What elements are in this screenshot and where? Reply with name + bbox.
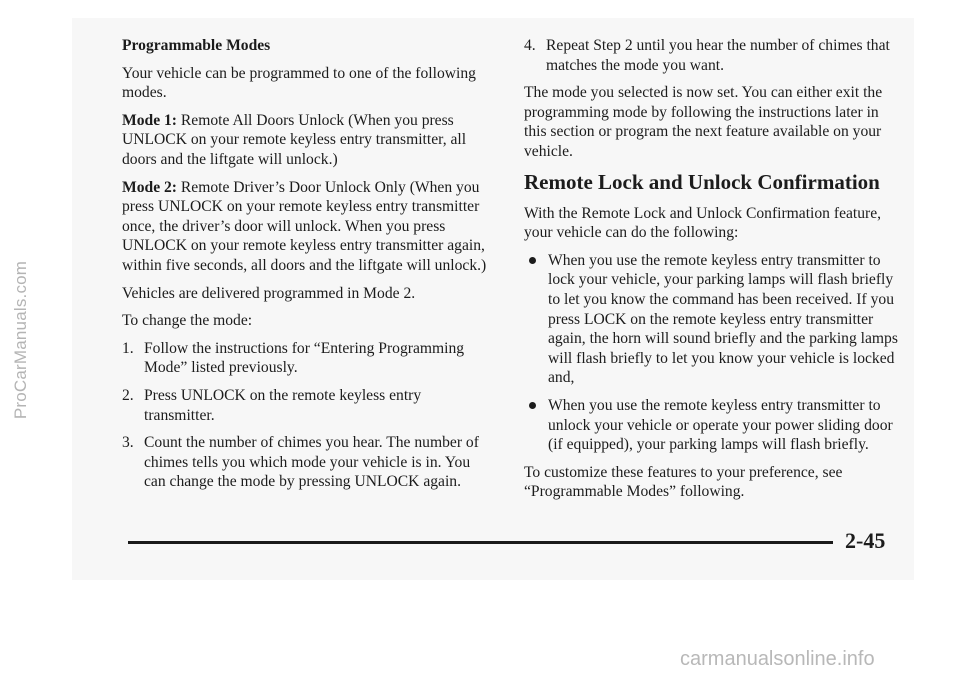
change-intro: To change the mode: (122, 312, 253, 330)
footer-rule (128, 541, 833, 544)
step-number: 2. (122, 386, 134, 404)
bullet-item (524, 251, 902, 388)
step-number: 4. (524, 37, 536, 54)
step-item (122, 339, 494, 378)
bullet-text: When you use the remote keyless entry transmitter to lock your vehicle, your parking lamps will flash briefly to let you know the command has been received. If you press LOCK on the remote keyless entry transmitter again, the horn will sound briefly and the parking lamps will flash briefly to let you know your vehicle is locked and, (548, 251, 898, 387)
step-item (122, 433, 494, 492)
bullet-text: When you use the remote keyless entry transmitter to unlock your vehicle or operate your power sliding door (if equipped), your parking lamps will flash briefly. (548, 396, 893, 454)
bottom-watermark: carmanualsonline.info (680, 648, 875, 670)
bullet-icon (529, 257, 536, 264)
step-item (524, 36, 902, 75)
mode-set-paragraph: The mode you selected is now set. You can either exit the programming mode by following the instructions later in this section or program the next feature available on your vehicle. (524, 84, 883, 160)
intro-paragraph: Your vehicle can be programmed to one of the following modes. (122, 64, 476, 102)
step-text: Follow the instructions for “Entering Programming Mode” listed previously. (144, 339, 465, 377)
programmable-modes-heading: Programmable Modes (122, 37, 271, 54)
step-text: Repeat Step 2 until you hear the number of chimes that matches the mode you want. (546, 37, 890, 74)
bullet-item (524, 396, 902, 455)
left-column (122, 36, 494, 500)
page-number: 2-45 (845, 528, 886, 553)
customize-paragraph: To customize these features to your preference, see “Programmable Modes” following. (524, 463, 843, 501)
step-number: 1. (122, 339, 134, 357)
step-text: Count the number of chimes you hear. The number of chimes tells you which mode your vehicle is in. You can change the mode by pressing UNLOCK again. (144, 434, 479, 491)
mode1-label: Mode 1: (122, 111, 177, 129)
mode2-label: Mode 2: (122, 178, 177, 196)
mode2-text: Remote Driver’s Door Unlock Only (When you press UNLOCK on your remote keyless entry transmitter once, the driver’s door will unlock. When you press UNLOCK on your remote keyless entry transmitter again, within five seconds, all doors and the liftgate will unlock.) (122, 178, 487, 274)
side-watermark (6, 30, 36, 650)
step-number: 3. (122, 434, 134, 452)
side-watermark-text: ProCarManuals.com (11, 260, 30, 420)
mode1-text: Remote All Doors Unlock (When you press UNLOCK on your remote keyless entry transmitter, all doors and the liftgate will unlock.) (122, 111, 467, 168)
mode1-paragraph (122, 111, 494, 170)
step-text: Press UNLOCK on the remote keyless entry transmitter. (144, 386, 422, 424)
section-heading: Remote Lock and Unlock Confirmation (524, 169, 880, 194)
section-intro: With the Remote Lock and Unlock Confirmation feature, your vehicle can do the following: (524, 204, 882, 242)
delivered-paragraph: Vehicles are delivered programmed in Mode 2. (122, 284, 416, 302)
mode2-paragraph (122, 178, 494, 276)
right-column (524, 36, 902, 510)
bullet-icon (529, 402, 536, 409)
step-item (122, 386, 494, 425)
